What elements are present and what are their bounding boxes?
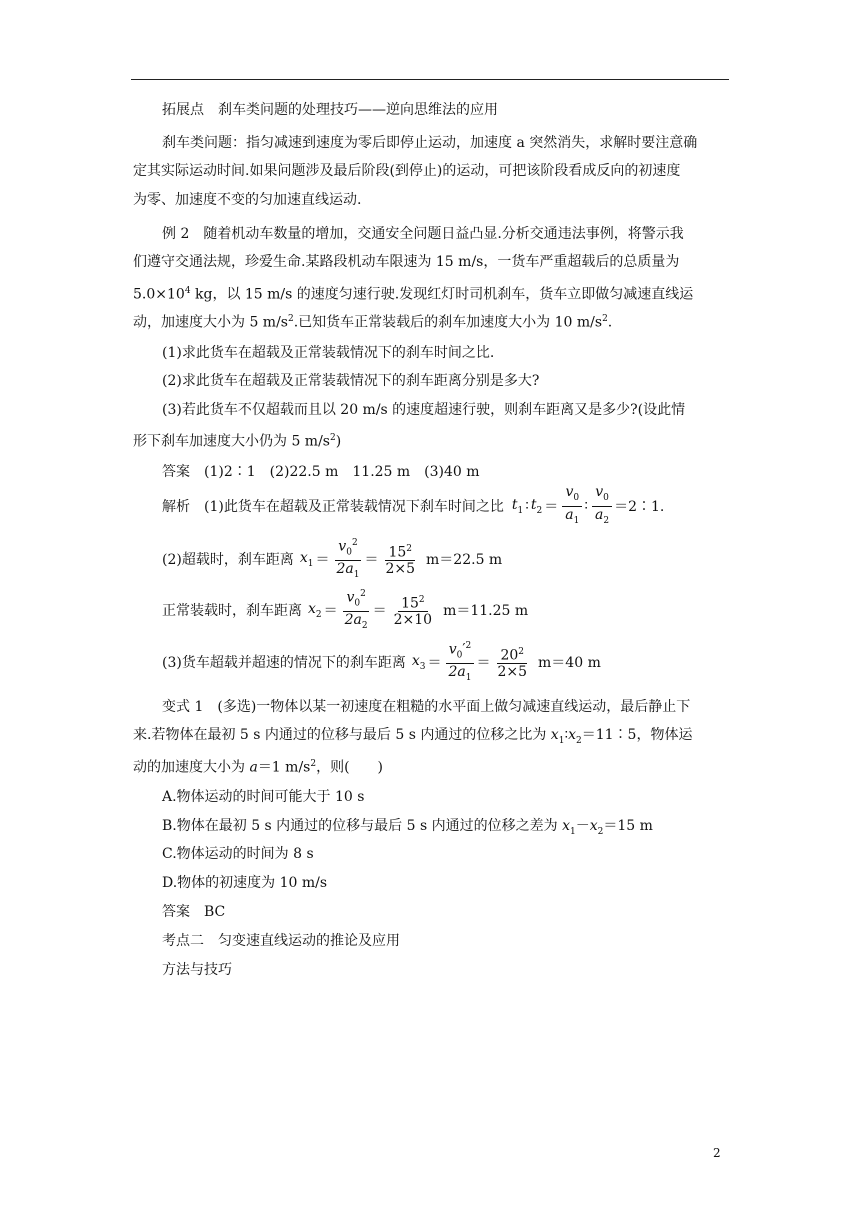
subheading: 方法与技巧	[162, 962, 232, 978]
example-line: 动，加速度大小为 5 $m/s^2$.已知货车正常装载后的刹车加速度大小为 10 $m/s^2$.	[133, 314, 613, 331]
question-3: (3)若此货车不仅超载而且以 20 m/s 的速度超速行驶，则刹车距离又是多少?(设此情	[162, 402, 686, 418]
solution-3: 正常装载时，刹车距离 $x_2$ ＝ $\frac{v_0^2}{2a_2}$ ＝ $\frac{15^2}{2\times 10}$ m＝11.25 m	[162, 588, 530, 632]
variant-line: 来.若物体在最初 5 s 内通过的位移与最后 5 s 内通过的位移之比为 $x_1∶x_2=11∶5$，物体运	[133, 727, 693, 746]
section-heading-2: 考点二 匀变速直线运动的推论及应用	[162, 933, 400, 949]
variant-line: 动的加速度大小为 a＝1 $m/s^2$，则( )	[133, 759, 384, 776]
option-a: A.物体运动的时间可能大于 10 s	[162, 789, 365, 805]
answer-2: 答案 BC	[162, 904, 226, 920]
paragraph-line: 为零、加速度不变的匀加速直线运动.	[133, 192, 362, 208]
variant-line: 变式 1 (多选)一物体以某一初速度在粗糙的水平面上做匀减速直线运动，最后静止下	[162, 699, 691, 715]
question-3-cont: 形下刹车加速度大小仍为 5 $m/s^2$)	[133, 433, 342, 450]
solution-4: (3)货车超载并超速的情况下的刹车距离 $x_3$ ＝ $\frac{v_0'^2}{2a_1}$ ＝ $\frac{20^2}{2\times 5}$ m＝40 m	[162, 640, 603, 684]
header-rule	[131, 79, 729, 80]
answer-1: 答案 (1)2∶1 (2)22.5 m 11.25 m (3)40 m	[162, 464, 480, 480]
paragraph-line: 定其实际运动时间.如果问题涉及最后阶段(到停止)的运动，可把该阶段看成反向的初速度	[133, 163, 681, 179]
example-line: 们遵守交通法规，珍爱生命.某路段机动车限速为 15 m/s，一货车严重超载后的总质量为	[133, 254, 680, 270]
question-2: (2)求此货车在超载及正常装载情况下的刹车距离分别是多大?	[162, 373, 540, 389]
option-d: D.物体的初速度为 10 m/s	[162, 875, 328, 891]
example-line: $5.0\times 10^4$ kg，以 15 m/s 的速度匀速行驶.发现红灯时司机刹车，货车立即做匀减速直线运	[133, 286, 694, 303]
paragraph-line: 刹车类问题：指匀减速到速度为零后即停止运动，加速度 a 突然消失，求解时要注意确	[162, 135, 698, 151]
page-number: 2	[713, 1146, 721, 1160]
section-heading: 拓展点 刹车类问题的处理技巧——逆向思维法的应用	[162, 102, 498, 118]
solution-1: 解析 (1)此货车在超载及正常装载情况下刹车时间之比 $t_1$ ∶ $t_2$ ＝ $\frac{v_0}{a_1}$ ∶ $\frac{v_0}{a_2}$ ＝2∶1.	[162, 483, 665, 526]
option-b: B.物体在最初 5 s 内通过的位移与最后 5 s 内通过的位移之差为 $x_1-x_2=15$ m	[162, 818, 653, 837]
question-1: (1)求此货车在超载及正常装载情况下的刹车时间之比.	[162, 345, 495, 361]
option-c: C.物体运动的时间为 8 s	[162, 846, 314, 862]
solution-2: (2)超载时，刹车距离 $x_1$ ＝ $\frac{v_0^2}{2a_1}$ ＝ $\frac{15^2}{2\times 5}$ m＝22.5 m	[162, 537, 504, 581]
example-line: 例 2 随着机动车数量的增加，交通安全问题日益凸显.分析交通违法事例，将警示我	[162, 226, 684, 242]
